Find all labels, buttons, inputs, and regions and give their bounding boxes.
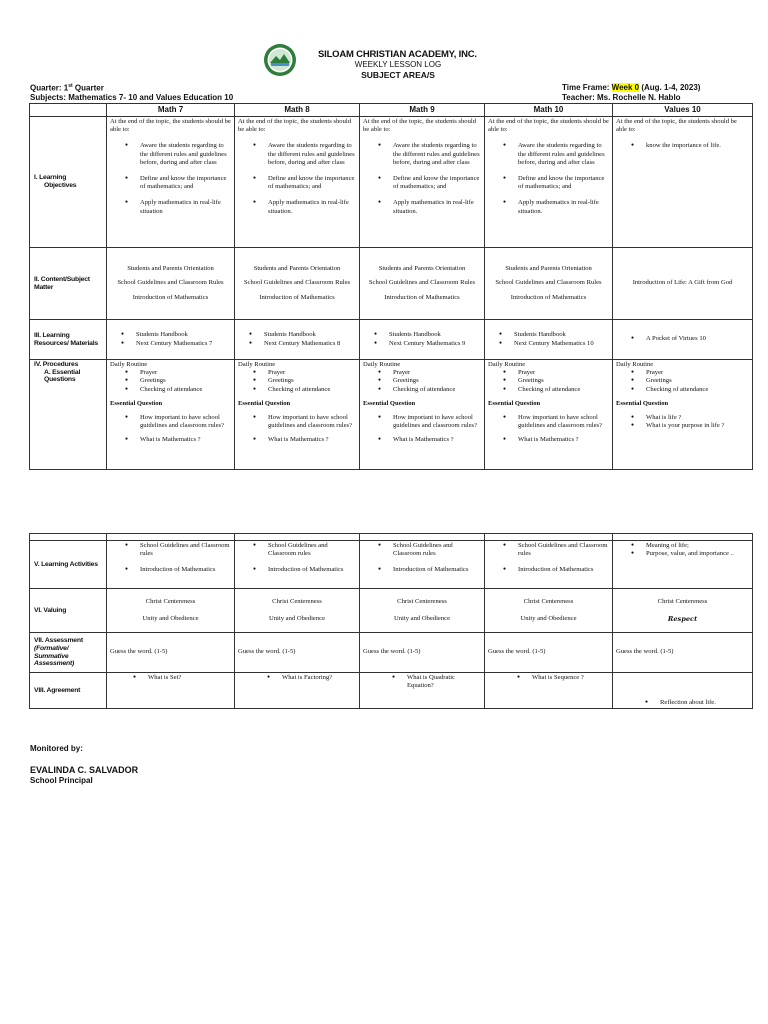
valuing-math7: Christ Centereness Unity and Obedience bbox=[107, 589, 235, 633]
lesson-log-table-2 bbox=[29, 533, 753, 709]
valuing-math8: Christ Centereness Unity and Obedience bbox=[235, 589, 360, 633]
table-row bbox=[30, 589, 753, 633]
column-header-math7: Math 7 bbox=[107, 104, 235, 117]
quarter-info: Quarter: 1st Quarter bbox=[30, 83, 104, 93]
column-header-math9: Math 9 bbox=[360, 104, 485, 117]
corner-cell bbox=[30, 104, 107, 117]
activities-math10: ● School Guidelines and Classroom rules ● Introduction of Mathematics bbox=[485, 541, 613, 589]
row-label-agreement: VIII. Agreement bbox=[30, 673, 107, 709]
content-math8: Students and Parents Orientation School Guidelines and Classroom Rules Introduction of Mathematics bbox=[235, 248, 360, 320]
row-label-objectives: I. Learning Objectives bbox=[30, 117, 107, 248]
objectives-math9: At the end of the topic, the students should be able to: ● Aware the students regarding to the different rules and guidelines before, during and after class ● Define and know the importance of mathematics; and ● Apply mathematics in real-life situation. bbox=[360, 117, 485, 248]
valuing-math10: Christ Centereness Unity and Obedience bbox=[485, 589, 613, 633]
procedures-math10: Daily Routine ● Prayer ● Greetings ● Checking of attendance Essential Question ● How important to have school guidelines and classroom rules? ● What is Mathematics ? bbox=[485, 360, 613, 470]
row-label-activities: V. Learning Activities bbox=[30, 541, 107, 589]
table-header-row bbox=[30, 534, 753, 541]
procedures-values10: Daily Routine ● Prayer ● Greetings ● Checking of attendance Essential Question ● What is life ? ● What is your purpose in life ? bbox=[613, 360, 753, 470]
principal-title: School Principal bbox=[30, 776, 93, 785]
assessment-math10: Guess the word. (1-5) bbox=[485, 633, 613, 673]
column-header-math8: Math 8 bbox=[235, 104, 360, 117]
table-row bbox=[30, 633, 753, 673]
assessment-math7: Guess the word. (1-5) bbox=[107, 633, 235, 673]
table-row bbox=[30, 248, 753, 320]
table-header-row bbox=[30, 104, 753, 117]
agreement-math7: ● What is Set? bbox=[107, 673, 235, 709]
document-title: WEEKLY LESSON LOG bbox=[354, 60, 442, 69]
activities-values10: ● Meaning of life; ● Purpose, value, and importance .. bbox=[613, 541, 753, 589]
resources-math10: ● Students Handbook ● Next Century Mathematics 10 bbox=[485, 320, 613, 360]
resources-math9: ● Students Handbook ● Next Century Mathematics 9 bbox=[360, 320, 485, 360]
school-name: SILOAM CHRISTIAN ACADEMY, INC. bbox=[318, 49, 477, 60]
lesson-log-table-1 bbox=[29, 103, 753, 470]
content-math9: Students and Parents Orientation School Guidelines and Classroom Rules Introduction of Mathematics bbox=[360, 248, 485, 320]
procedures-math7: Daily Routine ● Prayer ● Greetings ● Checking of attendance Essential Question ● How important to have school guidelines and classroom rules? ● What is Mathematics ? bbox=[107, 360, 235, 470]
table-row bbox=[30, 541, 753, 589]
table-row bbox=[30, 117, 753, 248]
objectives-values10: At the end of the topic, the students should be able to: ● know the importance of life. bbox=[613, 117, 753, 248]
monitored-by-label: Monitored by: bbox=[30, 744, 83, 753]
row-label-procedures: IV. Procedures A. Essential Questions bbox=[30, 360, 107, 470]
time-frame: Time Frame: Week 0 (Aug. 1-4, 2023) bbox=[562, 83, 701, 92]
teacher-info: Teacher: Ms. Rochelle N. Hablo bbox=[562, 93, 681, 102]
agreement-math9: ● What is Quadratic Equation? bbox=[360, 673, 485, 709]
activities-math7: ● School Guidelines and Classroom rules ● Introduction of Mathematics bbox=[107, 541, 235, 589]
row-label-content: II. Content/Subject Matter bbox=[30, 248, 107, 320]
content-math7: Students and Parents Orientation School Guidelines and Classroom Rules Introduction of Mathematics bbox=[107, 248, 235, 320]
resources-math8: ● Students Handbook ● Next Century Mathematics 8 bbox=[235, 320, 360, 360]
resources-values10: ● A Pocket of Virtues 10 bbox=[613, 320, 753, 360]
valuing-values10: Christ Centereness Respect bbox=[613, 589, 753, 633]
principal-name: EVALINDA C. SALVADOR bbox=[30, 765, 139, 775]
assessment-values10: Guess the word. (1-5) bbox=[613, 633, 753, 673]
row-label-valuing: VI. Valuing bbox=[30, 589, 107, 633]
agreement-math10: ● What is Sequence ? bbox=[485, 673, 613, 709]
subjects-info: Subjects: Mathematics 7- 10 and Values Education 10 bbox=[30, 93, 234, 102]
procedures-math8: Daily Routine ● Prayer ● Greetings ● Checking of attendance Essential Question ● How important to have school guidelines and classroom rules? ● What is Mathematics ? bbox=[235, 360, 360, 470]
table-row bbox=[30, 673, 753, 709]
assessment-math8: Guess the word. (1-5) bbox=[235, 633, 360, 673]
table-row bbox=[30, 360, 753, 470]
activities-math9: ● School Guidelines and Classroom rules ● Introduction of Mathematics bbox=[360, 541, 485, 589]
agreement-math8: ● What is Factoring? bbox=[235, 673, 360, 709]
content-values10: Introduction of Life: A Gift from God bbox=[613, 248, 753, 320]
resources-math7: ● Students Handbook ● Next Century Mathematics 7 bbox=[107, 320, 235, 360]
procedures-math9: Daily Routine ● Prayer ● Greetings ● Checking of attendance Essential Question ● How important to have school guidelines and classroom rules? ● What is Mathematics ? bbox=[360, 360, 485, 470]
content-math10: Students and Parents Orientation School Guidelines and Classroom Rules Introduction of Mathematics bbox=[485, 248, 613, 320]
assessment-math9: Guess the word. (1-5) bbox=[360, 633, 485, 673]
objectives-math10: At the end of the topic, the students should be able to: ● Aware the students regarding to the different rules and guidelines before, during and after class ● Define and know the importance of mathematics; and ● Apply mathematics in real-life situation. bbox=[485, 117, 613, 248]
valuing-math9: Christ Centereness Unity and Obedience bbox=[360, 589, 485, 633]
column-header-math10: Math 10 bbox=[485, 104, 613, 117]
document-subtitle: SUBJECT AREA/S bbox=[361, 70, 435, 80]
row-label-resources: III. Learning Resources/ Materials bbox=[30, 320, 107, 360]
objectives-math8: At the end of the topic, the students should be able to: ● Aware the students regarding to the different rules and guidelines before, during and after class ● Define and know the importance of mathematics; and ● Apply mathematics in real-life situation. bbox=[235, 117, 360, 248]
agreement-values10: ● Reflection about life. bbox=[613, 673, 753, 709]
column-header-values10: Values 10 bbox=[613, 104, 753, 117]
objectives-math7: At the end of the topic, the students should be able to: ● Aware the students regarding to the different rules and guidelines before, during and after class ● Define and know the importance of mathematics; and ● Apply mathematics in real-life situation bbox=[107, 117, 235, 248]
activities-math8: ● School Guidelines and Classroom rules ● Introduction of Mathematics bbox=[235, 541, 360, 589]
row-label-assessment: VII. Assessment (Formative/ Summative Assessment) bbox=[30, 633, 107, 673]
table-row bbox=[30, 320, 753, 360]
